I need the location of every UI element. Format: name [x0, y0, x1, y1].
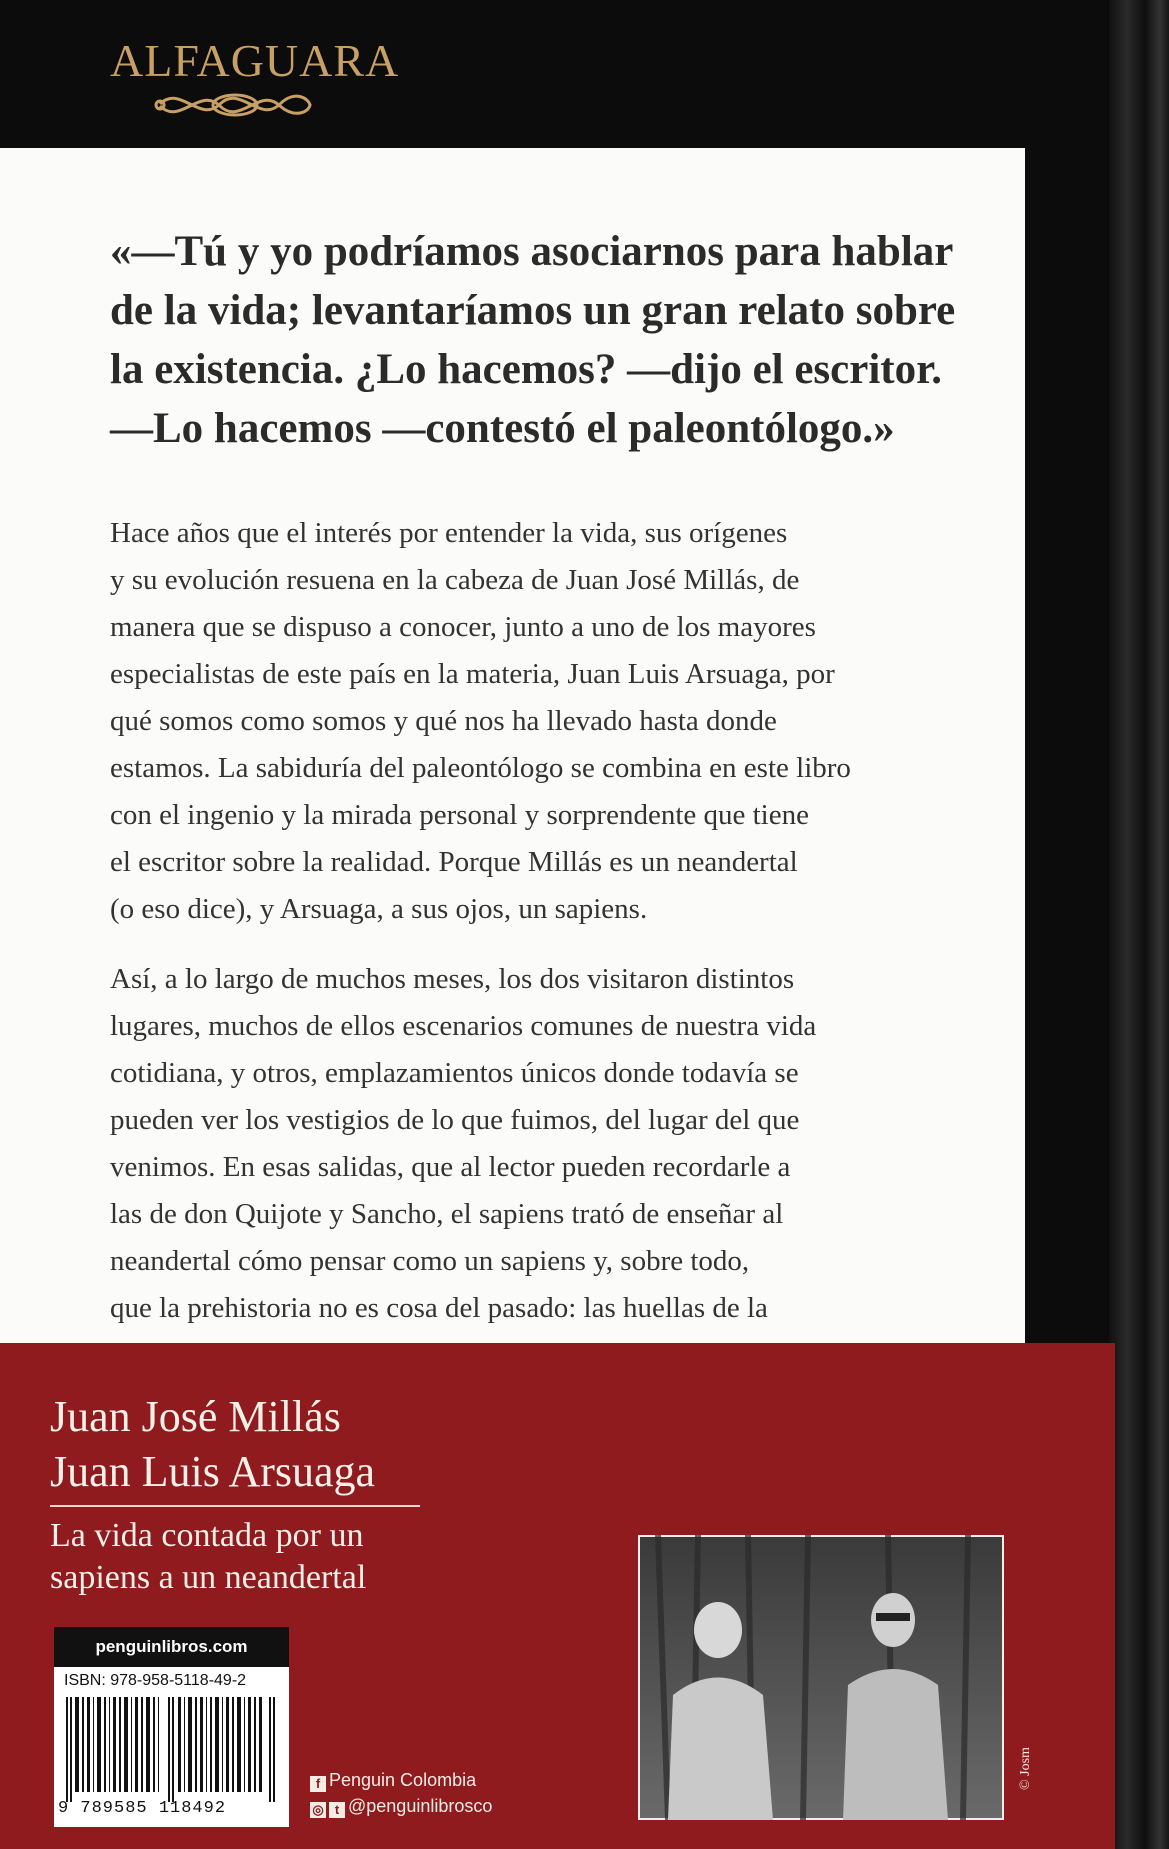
barcode-block — [54, 1627, 289, 1827]
logo-text: ALFAGUARA — [110, 35, 400, 86]
book-title — [50, 1515, 366, 1599]
synopsis-paragraph-1 — [110, 510, 960, 933]
authors-photo — [638, 1535, 1004, 1820]
facebook-icon: f — [310, 1776, 326, 1792]
text-line: (o eso dice), y Arsuaga, a sus ojos, un sapiens. — [110, 893, 648, 925]
text-line: el escritor sobre la realidad. Porque Millás es un neandertal — [110, 846, 798, 878]
text-line: pueden ver los vestigios de lo que fuimos, del lugar del que — [110, 1104, 800, 1136]
text-line: que la prehistoria no es cosa del pasado: las huellas de la — [110, 1292, 768, 1324]
text-line: Hace años que el interés por entender la vida, sus orígenes — [110, 517, 788, 549]
publisher-logo — [110, 34, 400, 124]
text-line: Así, a lo largo de muchos meses, los dos visitaron distintos — [110, 963, 795, 995]
logo-flourish-icon — [150, 84, 320, 124]
text-line: manera que se dispuso a conocer, junto a uno de los mayores — [110, 611, 816, 643]
photo-credit: © Josm — [1018, 1747, 1033, 1790]
synopsis-paragraph-2 — [110, 956, 960, 1332]
text-line: con el ingenio y la mirada personal y sorprendente que tiene — [110, 799, 809, 831]
title-line: La vida contada por un — [50, 1517, 364, 1554]
twitter-icon: t — [329, 1802, 345, 1818]
social-handle: @penguinlibrosco — [348, 1796, 493, 1816]
quote-line: «—Tú y yo podríamos asociarnos para hablar — [110, 228, 954, 275]
author-name: Juan José Millás — [50, 1392, 341, 1441]
text-line: qué somos como somos y qué nos ha llevado hasta donde — [110, 705, 777, 737]
facebook-line — [310, 1770, 476, 1792]
text-line: y su evolución resuena en la cabeza de Juan José Millás, de — [110, 564, 800, 596]
text-line: cotidiana, y otros, emplazamientos únicos donde todavía se — [110, 1057, 799, 1089]
isbn-label: ISBN: 978-958-5118-49-2 — [64, 1672, 247, 1689]
text-line: especialistas de este país en la materia, Juan Luis Arsuaga, por — [110, 658, 835, 690]
text-line: neandertal cómo pensar como un sapiens y, sobre todo, — [110, 1245, 750, 1277]
title-line: sapiens a un neandertal — [50, 1559, 367, 1596]
quote-line: —Lo hacemos —contestó el paleontólogo.» — [110, 405, 895, 452]
barcode-digits: 9 789585 118492 — [58, 1799, 227, 1818]
text-line: lugares, muchos de ellos escenarios comunes de nuestra vida — [110, 1010, 817, 1042]
pull-quote — [110, 222, 990, 458]
text-line: las de don Quijote y Sancho, el sapiens trató de enseñar al — [110, 1198, 784, 1230]
divider — [50, 1505, 420, 1507]
facebook-handle: Penguin Colombia — [329, 1770, 477, 1790]
social-handle-line — [310, 1796, 492, 1818]
author-name: Juan Luis Arsuaga — [50, 1447, 376, 1496]
text-line: venimos. En esas salidas, que al lector pueden recordarle a — [110, 1151, 791, 1183]
barcode-icon — [64, 1697, 279, 1802]
quote-line: la existencia. ¿Lo hacemos? —dijo el escritor. — [110, 346, 942, 393]
plastic-wrap-edge — [1109, 0, 1169, 1849]
instagram-icon: ◎ — [310, 1802, 326, 1818]
publisher-url: penguinlibros.com — [54, 1627, 289, 1667]
text-line: estamos. La sabiduría del paleontólogo se combina en este libro — [110, 752, 851, 784]
quote-line: de la vida; levantaríamos un gran relato sobre — [110, 287, 956, 334]
